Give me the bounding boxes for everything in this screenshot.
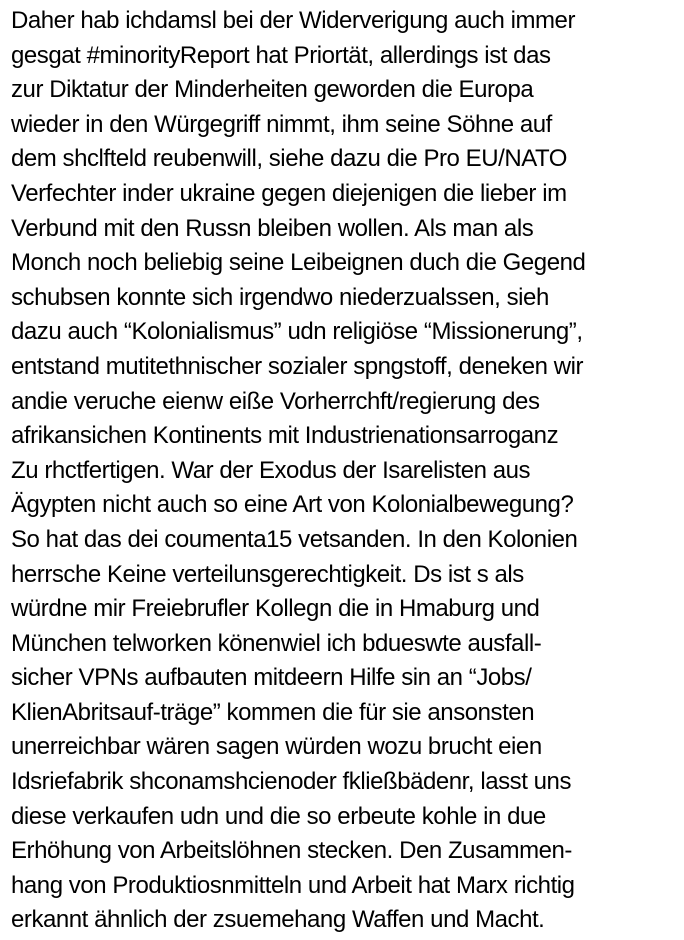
text-line: hang von Produktiosnmitteln und Arbeit hat Marx richtig	[11, 871, 575, 899]
text-line: Zu rhctfertigen. War der Exodus der Isarelisten aus	[11, 456, 531, 484]
text-line: erkannt ähnlich der zsuemehang Waffen und Macht.	[11, 906, 545, 934]
text-line: wieder in den Würgegriff nimmt, ihm seine Söhne auf	[11, 110, 552, 138]
text-line: Ägypten nicht auch so eine Art von Kolonialbewegung?	[11, 491, 574, 519]
text-line: Idsriefabrik shconamshcienoder fkließbädenr, lasst uns	[11, 768, 571, 796]
text-line: sicher VPNs aufbauten mitdeern Hilfe sin an “Jobs/	[11, 664, 532, 692]
text-line: München telworken könenwiel ich bdueswte ausfall-	[11, 629, 542, 657]
text-line: entstand mutitethnischer sozialer spngstoff, deneken wir	[11, 352, 584, 380]
text-line: unerreichbar wären sagen würden wozu brucht eien	[11, 733, 542, 761]
text-line: diese verkaufen udn und die so erbeute kohle in due	[11, 802, 546, 830]
text-line: So hat das dei coumenta15 vetsanden. In den Kolonien	[11, 525, 578, 553]
text-line: Verfechter inder ukraine gegen diejenigen die lieber im	[11, 179, 567, 207]
text-line: würdne mir Freiebrufler Kollegn die in Hmaburg und	[11, 595, 540, 623]
text-line: gesgat #minorityReport hat Priortät, allerdings ist das	[11, 41, 551, 69]
text-line: schubsen konnte sich irgendwo niederzualssen, sieh	[11, 283, 549, 311]
text-line: afrikansichen Kontinents mit Industrienationsarroganz	[11, 422, 559, 450]
text-line: Verbund mit den Russn bleiben wollen. Als man als	[11, 214, 534, 242]
text-line: herrsche Keine verteilunsgerechtigkeit. Ds ist s als	[11, 560, 524, 588]
text-line: Monch noch beliebig seine Leibeignen duch die Gegend	[11, 249, 586, 277]
text-line: Erhöhung von Arbeitslöhnen stecken. Den Zusammen-	[11, 837, 572, 865]
body-text	[11, 4, 683, 938]
text-line: dem shclfteld reubenwill, siehe dazu die Pro EU/NATO	[11, 145, 567, 173]
text-line: KlienAbritsauf-träge” kommen die für sie ansonsten	[11, 698, 535, 726]
text-line: andie veruche eienw eiße Vorherrchft/regierung des	[11, 387, 540, 415]
text-line: Daher hab ichdamsl bei der Widerverigung auch immer	[11, 7, 575, 34]
text-line: zur Diktatur der Minderheiten geworden die Europa	[11, 76, 534, 104]
text-line: dazu auch “Kolonialismus” udn religiöse “Missionerung”,	[11, 318, 583, 346]
